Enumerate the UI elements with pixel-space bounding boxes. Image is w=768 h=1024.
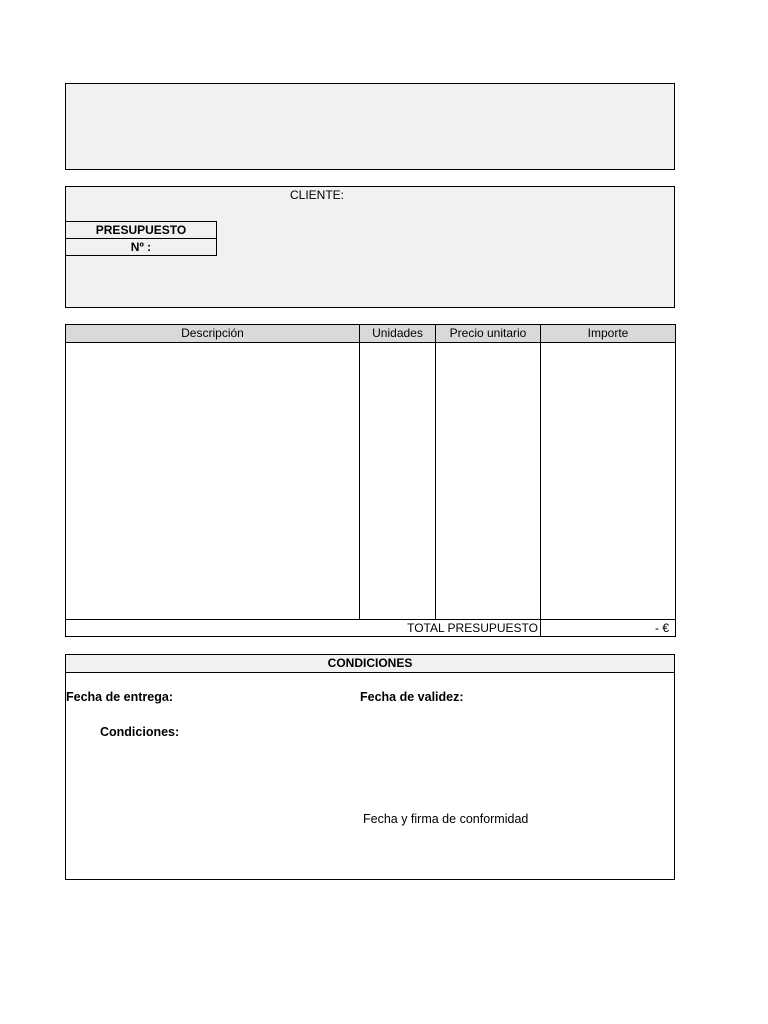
total-value: - €: [541, 620, 676, 637]
column-header-units: Unidades: [360, 325, 436, 343]
delivery-date-label: Fecha de entrega:: [66, 690, 173, 704]
column-header-unit-price: Precio unitario: [436, 325, 541, 343]
column-header-amount: Importe: [541, 325, 676, 343]
budget-number-label[interactable]: Nº :: [66, 239, 217, 256]
client-label: CLIENTE:: [290, 188, 345, 202]
total-row: [66, 620, 676, 637]
company-header-box: [65, 83, 675, 170]
validity-date-label: Fecha de validez:: [360, 690, 464, 704]
items-section: [65, 324, 675, 638]
client-box: [65, 186, 675, 308]
conditions-box: [65, 654, 675, 880]
budget-title: PRESUPUESTO: [66, 222, 217, 239]
column-header-description: Descripción: [66, 325, 360, 343]
units-cell[interactable]: [360, 343, 436, 620]
signature-label: Fecha y firma de conformidad: [363, 812, 529, 826]
total-label: TOTAL PRESUPUESTO: [66, 620, 541, 637]
description-cell[interactable]: [66, 343, 360, 620]
unit-price-cell[interactable]: [436, 343, 541, 620]
conditions-label: Condiciones:: [100, 725, 180, 739]
items-table: [65, 324, 676, 637]
budget-number-table: [65, 221, 217, 256]
amount-cell[interactable]: [541, 343, 676, 620]
conditions-header: CONDICIONES: [66, 655, 674, 673]
items-body-row: [66, 343, 676, 620]
